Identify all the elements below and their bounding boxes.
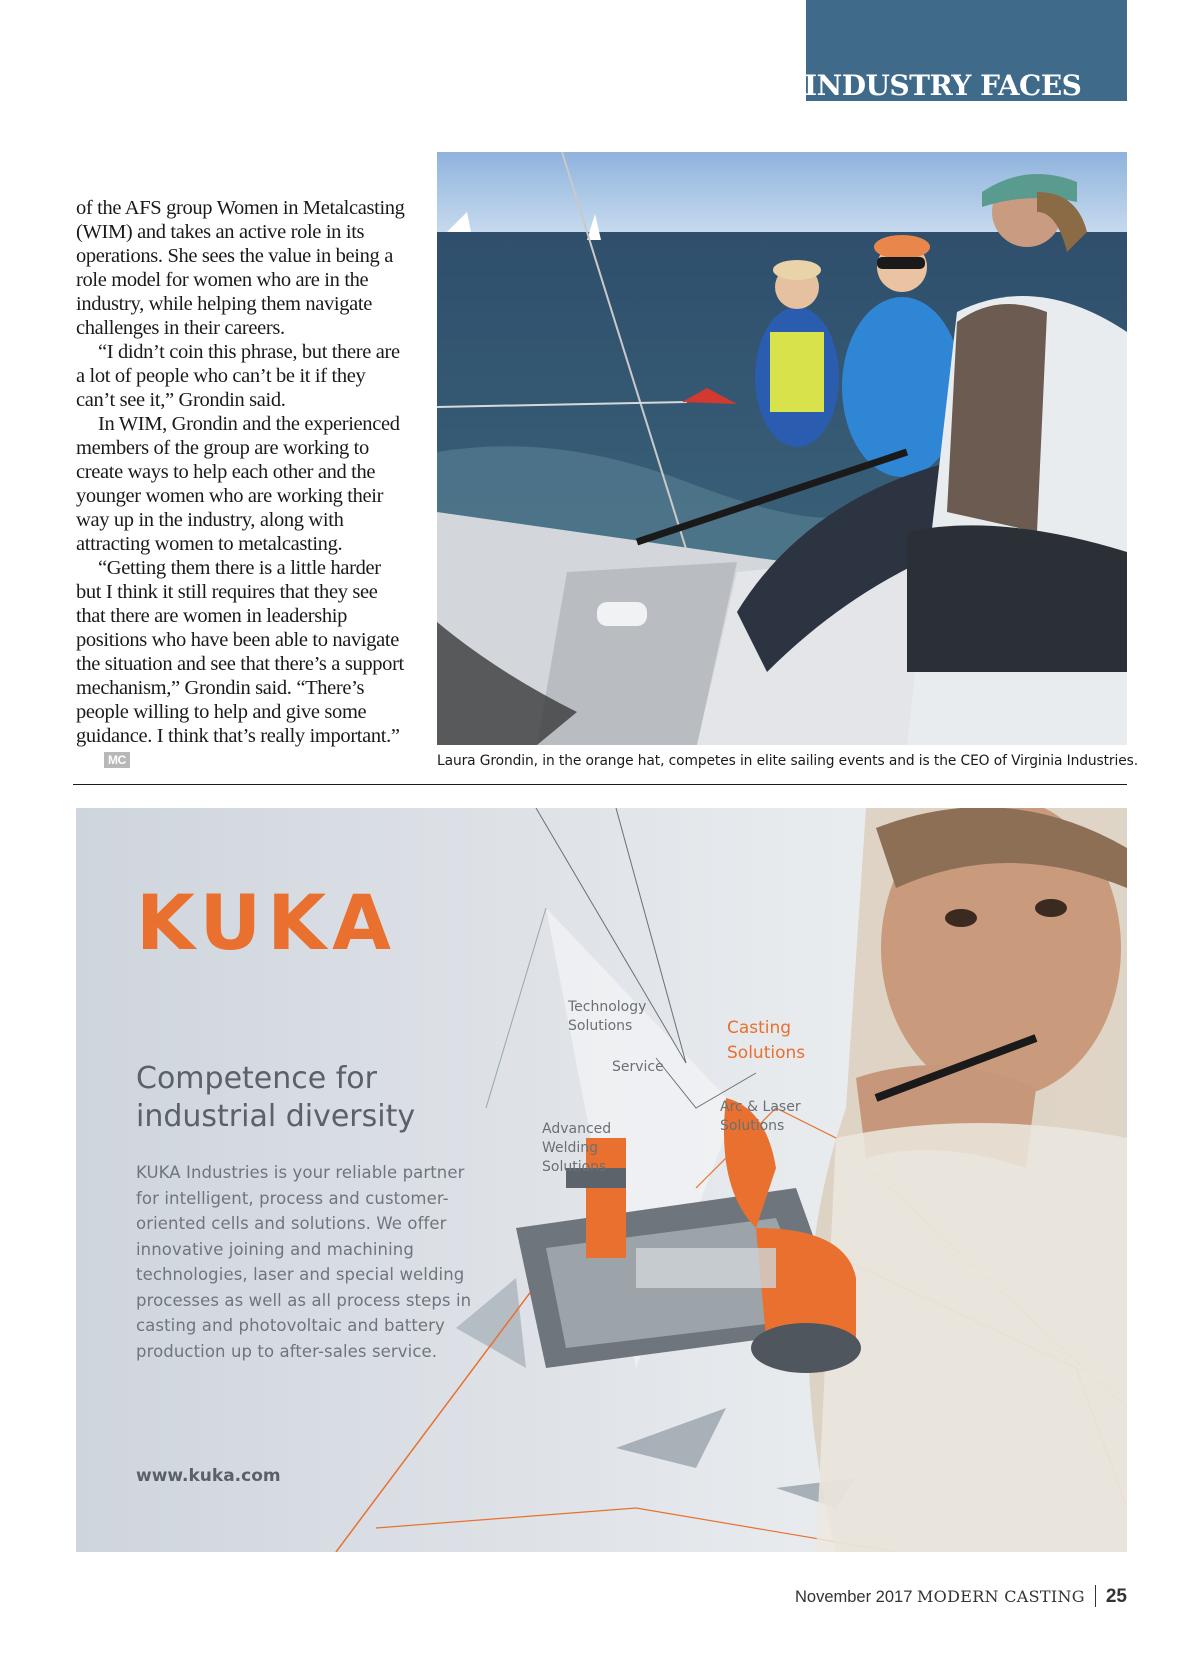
photo-caption: Laura Grondin, in the orange hat, competes in elite sailing events and is the CEO of Virginia Industries.	[437, 753, 1138, 769]
ad-headline: Competence for industrial diversity	[136, 1061, 416, 1134]
page-footer	[795, 1585, 1127, 1608]
sailing-photo	[437, 152, 1127, 745]
footer-magazine-name: MODERN CASTING	[916, 1587, 1085, 1606]
article-column	[76, 196, 406, 772]
article-paragraph: of the AFS group Women in Metalcasting (WIM) and takes an active role in its operations. She sees the value in being a role model for women who are in the industry, while helping them navigate challenges in their careers.	[76, 197, 405, 339]
ad-url-link[interactable]: www.kuka.com	[136, 1466, 281, 1486]
article-paragraph-text: “Getting them there is a little harder but I think it still requires that they see that there are women in leadership positions who have been able to navigate the situation and see that there’s a support mechanism,” Grondin said. “There’s people willing to help and give some guidance. I think that’s really important.”	[76, 557, 404, 747]
label-casting-solutions: Casting Solutions	[727, 1018, 806, 1063]
footer-date: November 2017	[794, 1588, 913, 1606]
page-number: 25	[1105, 1586, 1127, 1607]
article-paragraph: “I didn’t coin this phrase, but there are a lot of people who can’t be it if they can’t see it,” Grondin said.	[76, 341, 400, 411]
ad-body-text: KUKA Industries is your reliable partner for intelligent, process and customer-oriented cells and solutions. We offer innovative joining and machining technologies, laser and special welding processes as well as all process steps in casting and photovoltaic and battery production up to after-sales service.	[136, 1163, 472, 1361]
end-mark-badge: MC	[104, 752, 130, 768]
label-service: Service	[612, 1059, 664, 1075]
label-technology-solutions: Technology Solutions	[568, 999, 647, 1034]
kuka-advertisement	[76, 808, 1127, 1552]
label-arc-laser-solutions: Arc & Laser Solutions	[720, 1099, 801, 1134]
article-paragraph	[76, 556, 406, 772]
article-paragraph: In WIM, Grondin and the experienced members of the group are working to create ways to help each other and the younger women who are working their way up in the industry, along with attracting women to metalcasting.	[76, 413, 400, 555]
section-label: INDUSTRY FACES	[804, 69, 1082, 102]
footer-separator	[1095, 1585, 1096, 1607]
section-divider	[73, 784, 1127, 785]
kuka-logo: KUKA	[136, 878, 397, 967]
label-advanced-welding-solutions: Advanced Welding Solutions	[542, 1121, 612, 1175]
